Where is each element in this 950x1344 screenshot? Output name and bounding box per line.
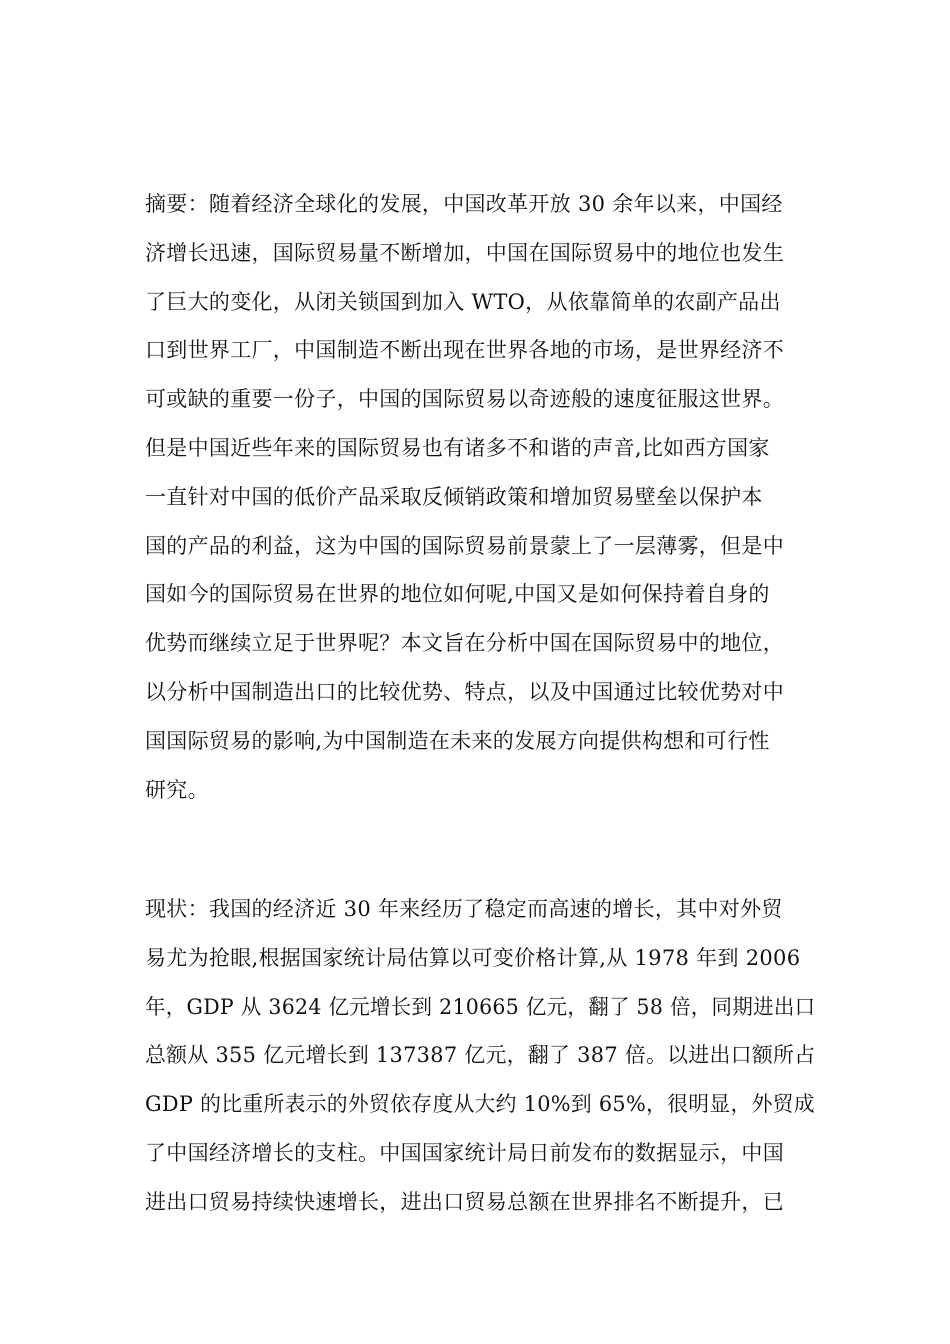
abstract-line: 济增长迅速，国际贸易量不断增加，中国在国际贸易中的地位也发生 [145,240,784,265]
status-line: 易尤为抢眼,根据国家统计局估算以可变价格计算,从 1978 年到 2006 [145,945,801,970]
status-line: GDP 的比重所表示的外贸依存度从大约 10%到 65%，很明显，外贸成 [145,1092,815,1117]
abstract-line: 国的产品的利益，这为中国的国际贸易前景蒙上了一层薄雾，但是中 [145,533,784,558]
abstract-line: 以分析中国制造出口的比较优势、特点，以及中国通过比较优势对中 [145,679,784,704]
abstract-line: 口到世界工厂，中国制造不断出现在世界各地的市场，是世界经济不 [145,338,784,363]
status-line: 年，GDP 从 3624 亿元增长到 210665 亿元，翻了 58 倍，同期进出口 [145,994,816,1019]
status-line: 总额从 355 亿元增长到 137387 亿元，翻了 387 倍。以进出口额所占 [145,1043,816,1068]
abstract-paragraph [145,180,815,814]
abstract-line: 一直针对中国的低价产品采取反倾销政策和增加贸易壁垒以保护本 [145,484,763,509]
abstract-line: 优势而继续立足于世界呢？本文旨在分析中国在国际贸易中的地位， [145,631,784,656]
abstract-line: 国如今的国际贸易在世界的地位如何呢,中国又是如何保持着自身的 [145,582,770,607]
status-paragraph [145,885,815,1227]
status-line: 现状：我国的经济近 30 年来经历了稳定而高速的增长，其中对外贸 [145,897,783,921]
abstract-line: 但是中国近些年来的国际贸易也有诸多不和谐的声音,比如西方国家 [145,435,770,460]
abstract-line: 国国际贸易的影响,为中国制造在未来的发展方向提供构想和可行性 [145,728,770,753]
abstract-line: 研究。 [145,777,209,802]
status-line: 进出口贸易持续快速增长，进出口贸易总额在世界排名不断提升，已 [145,1189,784,1214]
abstract-line: 可或缺的重要一份子，中国的国际贸易以奇迹般的速度征服这世界。 [145,387,784,412]
abstract-line: 摘要：随着经济全球化的发展，中国改革开放 30 余年以来，中国经 [145,192,783,216]
status-line: 了中国经济增长的支柱。中国国家统计局日前发布的数据显示，中国 [145,1140,784,1165]
abstract-line: 了巨大的变化，从闭关锁国到加入 WTO，从依靠简单的农副产品出 [145,289,781,314]
